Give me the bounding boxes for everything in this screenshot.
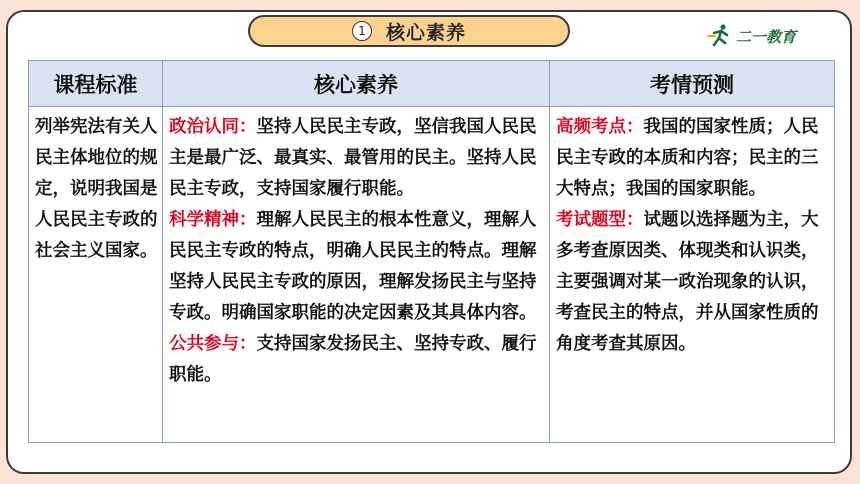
literacy-item [169, 329, 545, 391]
brand-logo [706, 22, 816, 50]
section-title: 核心素养 [385, 21, 466, 44]
column-header-forecast: 考情预测 [550, 61, 835, 107]
literacy-text: 理解人民民主的根本性意义，理解人民民主专政的特点，明确人民民主的特点。理解坚持人民民主专政的原因，理解发扬民主与坚持专政。明确国家职能的决定因素及其具体内容。 [169, 210, 537, 323]
section-title-pill [248, 15, 570, 47]
literacy-cell [163, 107, 550, 443]
standard-text: 列举宪法有关人民主体地位的规定，说明我国是人民民主专政的社会主义国家。 [35, 117, 158, 261]
literacy-text: 坚持人民民主专政，坚信我国人民民主是最广泛、最真实、最管用的民主。坚持人民民主专政，支持国家履行职能。 [169, 117, 537, 199]
literacy-text: 支持国家发扬民主、坚持专政、履行职能。 [169, 334, 537, 385]
column-header-literacy: 核心素养 [163, 61, 550, 107]
literacy-item [169, 205, 545, 329]
literacy-label: 政治认同： [169, 117, 257, 137]
table-row [29, 107, 835, 443]
literacy-item [169, 112, 545, 205]
column-header-standard: 课程标准 [29, 61, 163, 107]
forecast-label: 考试题型： [556, 210, 644, 230]
literacy-label: 公共参与： [169, 334, 257, 354]
forecast-item [556, 205, 830, 360]
runner-icon [706, 23, 732, 49]
forecast-text: 我国的国家性质；人民民主专政的本质和内容；民主的三大特点；我国的国家职能。 [556, 117, 819, 199]
forecast-label: 高频考点： [556, 117, 644, 137]
core-literacy-table [28, 60, 835, 443]
standard-cell [29, 107, 163, 443]
logo-text: 二一教育 [736, 27, 797, 46]
forecast-cell [550, 107, 835, 443]
forecast-item [556, 112, 830, 205]
table-header-row [29, 61, 835, 107]
section-number-badge: 1 [352, 21, 372, 41]
forecast-text: 试题以选择题为主，大多考查原因类、体现类和认识类，主要强调对某一政治现象的认识，考查民主的特点，并从国家性质的角度考查其原因。 [556, 210, 819, 354]
literacy-label: 科学精神： [169, 210, 257, 230]
